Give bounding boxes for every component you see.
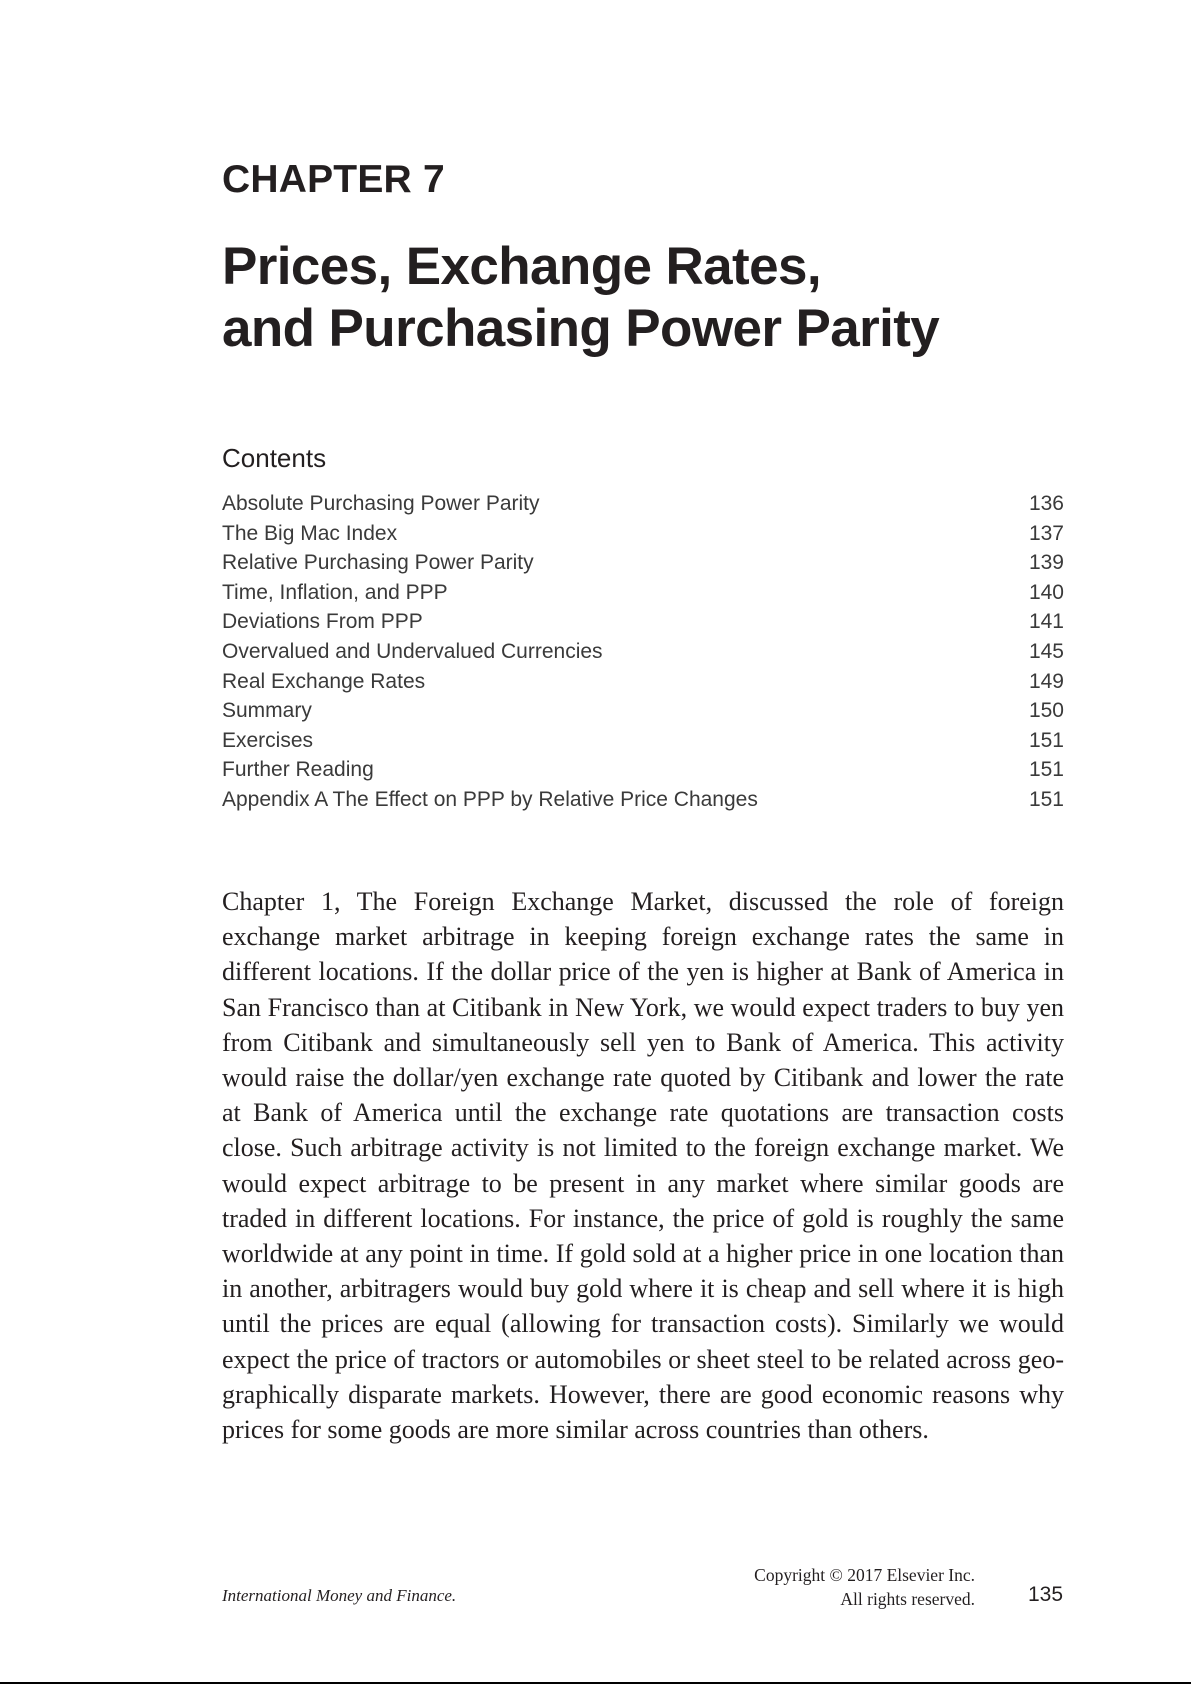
toc-entry-title: Absolute Purchasing Power Parity — [222, 492, 540, 515]
toc-entry-page: 151 — [1028, 728, 1064, 752]
copyright-line-1: Copyright © 2017 Elsevier Inc. — [754, 1565, 975, 1585]
toc-entry[interactable] — [222, 548, 1064, 578]
toc-entry-page: 151 — [1028, 758, 1064, 782]
toc-entry[interactable] — [222, 519, 1064, 549]
toc-entry-page: 141 — [1028, 610, 1064, 634]
toc-entry-page: 150 — [1028, 699, 1064, 723]
contents-heading: Contents — [222, 443, 327, 473]
footer-book-title: International Money and Finance. — [222, 1586, 457, 1605]
toc-entry[interactable] — [222, 489, 1064, 519]
toc-entry-page: 145 — [1028, 639, 1064, 663]
footer-copyright — [700, 1563, 975, 1611]
toc-entry-title: Deviations From PPP — [222, 610, 423, 634]
page-number: 135 — [1028, 1583, 1064, 1606]
toc-entry-page: 140 — [1028, 580, 1064, 604]
toc-entry[interactable] — [222, 726, 1064, 756]
toc-entry-title: Further Reading — [222, 758, 374, 782]
toc-entry-title: Exercises — [222, 728, 314, 752]
toc-entry[interactable] — [222, 578, 1064, 608]
copyright-line-2: All rights reserved. — [840, 1589, 975, 1609]
toc-entry[interactable] — [222, 696, 1064, 726]
bottom-edge-rule — [0, 1682, 1191, 1684]
toc-entry-title: Overvalued and Undervalued Currencies — [222, 639, 603, 663]
toc-entry[interactable] — [222, 667, 1064, 697]
toc-entry-page: 149 — [1028, 669, 1064, 693]
toc-entry-page: 137 — [1028, 521, 1064, 545]
toc-entry[interactable] — [222, 785, 1064, 815]
toc-entry-title: The Big Mac Index — [222, 521, 398, 545]
toc-entry-page: 151 — [1028, 787, 1064, 811]
toc-entry[interactable] — [222, 755, 1064, 785]
table-of-contents — [222, 489, 1064, 815]
toc-entry-title: Relative Purchasing Power Parity — [222, 551, 534, 575]
toc-entry-title: Summary — [222, 699, 312, 723]
chapter-label: CHAPTER 7 — [222, 158, 445, 201]
body-paragraph: Chapter 1, The Foreign Exchange Market, discussed the role of foreign exchange market arbitrage in keeping foreign exchange rates the same in different locations. If the dollar price of the yen is higher at Bank of America in San Francisco than at Citibank in New York, we would expect traders to buy yen from Citibank and simultaneously sell yen to Bank of America. This activity would raise the dollar/yen exchange rate quoted by Citibank and lower the rate at Bank of America until the exchange rate quotations are transaction costs close. Such arbitrage activity is not limited to the foreign exchange market. We would expect arbitrage to be present in any market where similar goods are traded in different locations. For instance, the price of gold is roughly the same worldwide at any point in time. If gold sold at a higher price in one location than in another, arbitragers would buy gold where it is cheap and sell where it is high until the prices are equal (allowing for transaction costs). Similarly we would expect the price of tractors or automobiles or sheet steel to be related across geographically disparate markets. However, there are good economic reasons why prices for some goods are more similar across countries than others. — [222, 887, 1064, 1445]
toc-entry-title: Appendix A The Effect on PPP by Relative Price Changes — [222, 787, 758, 811]
chapter-title-line-2: and Purchasing Power Parity — [222, 299, 940, 358]
toc-entry[interactable] — [222, 637, 1064, 667]
chapter-title-line-1: Prices, Exchange Rates, — [222, 237, 821, 296]
toc-entry[interactable] — [222, 607, 1064, 637]
toc-entry-page: 139 — [1028, 551, 1064, 575]
toc-entry-title: Time, Inflation, and PPP — [222, 580, 448, 604]
toc-entry-page: 136 — [1028, 492, 1064, 515]
toc-entry-title: Real Exchange Rates — [222, 669, 426, 693]
chapter-title — [222, 236, 939, 360]
